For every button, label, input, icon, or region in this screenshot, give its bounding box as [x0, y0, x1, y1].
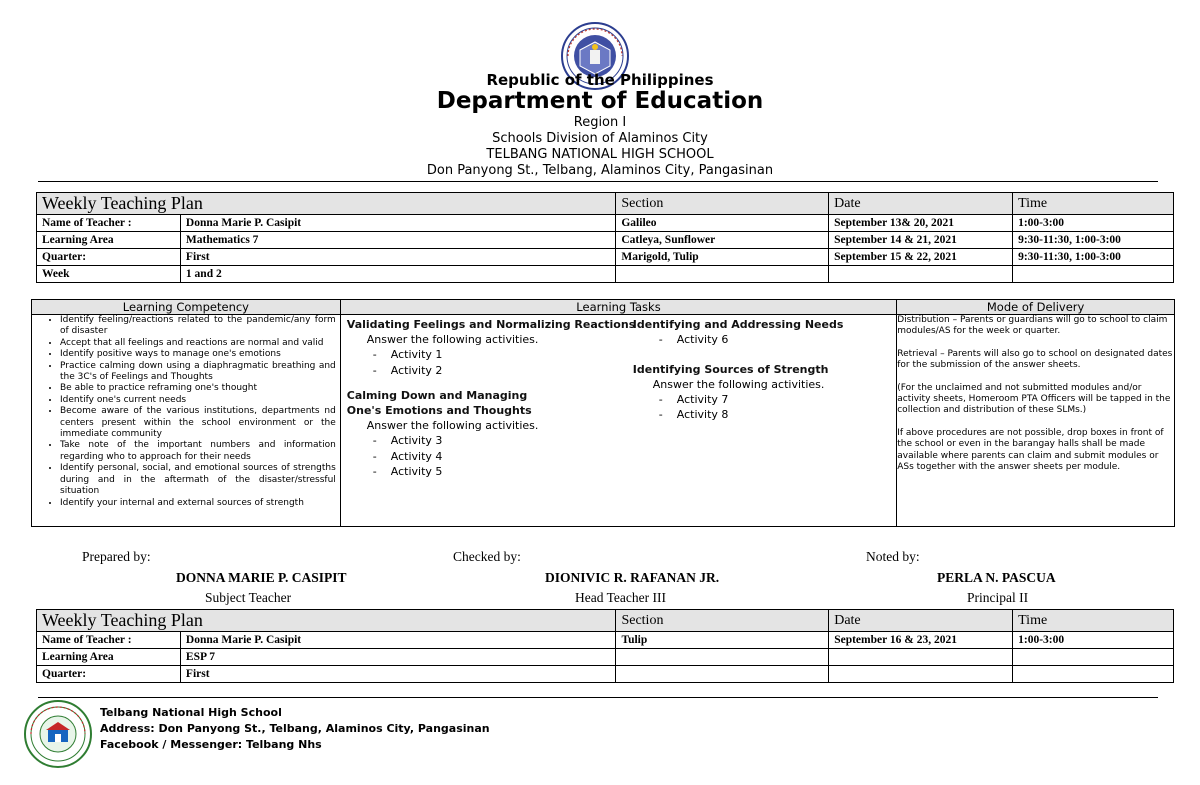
activity-item: - Activity 5 [372, 465, 443, 478]
task-title: Validating Feelings and Normalizing Reactions [346, 318, 636, 331]
list-item: • Identify your internal and external sources of strength [60, 498, 336, 509]
row-value: First [180, 249, 615, 266]
row-time: 9:30-11:30, 1:00-3:00 [1013, 232, 1174, 249]
row-section: Tulip [616, 632, 829, 649]
tasks-column-right [633, 317, 844, 423]
row-value: 1 and 2 [180, 266, 615, 283]
task-title: One's Emotions and Thoughts [346, 404, 532, 417]
header-school: TELBANG NATIONAL HIGH SCHOOL [486, 147, 714, 162]
row-section: Marigold, Tulip [616, 249, 829, 266]
plan-title: Weekly Teaching Plan [37, 193, 616, 215]
row-date: September 15 & 22, 2021 [829, 249, 1013, 266]
row-label: Week [37, 266, 181, 283]
header-address: Don Panyong St., Telbang, Alaminos City, Pangasinan [426, 163, 774, 178]
task-title: Identifying Sources of Strength [632, 362, 829, 376]
tasks-cell [340, 315, 896, 527]
task-instruction: Answer the following activities. [652, 377, 825, 391]
competency-cell [32, 315, 341, 527]
mode-header: Mode of Delivery [897, 300, 1175, 315]
plan-header-row [37, 610, 1174, 632]
row-value: Mathematics 7 [180, 232, 615, 249]
checked-name: DIONIVIC R. RAFANAN JR. [545, 570, 720, 585]
table-row [37, 632, 1174, 649]
row-label: Learning Area [37, 649, 181, 666]
weekly-plan-table-1 [36, 192, 1174, 283]
tasks-header: Learning Tasks [340, 300, 896, 315]
date-header: Date [829, 193, 1013, 215]
school-logo-icon [24, 700, 92, 768]
row-time [1013, 649, 1174, 666]
footer-divider [38, 697, 1158, 698]
row-section [616, 649, 829, 666]
row-date [829, 666, 1013, 683]
task-instruction: Answer the following activities. [366, 419, 539, 432]
row-section: Galileo [616, 215, 829, 232]
footer-school: Telbang National High School [100, 706, 282, 719]
list-item: • Accept that all feelings and reactions are normal and valid [60, 338, 336, 349]
list-item: • Identify personal, social, and emotional sources of strengths during and in the aftermath of the disaster/stressful situation [60, 463, 336, 497]
plan-header-row [37, 193, 1174, 215]
noted-name: PERLA N. PASCUA [937, 570, 1056, 585]
task-title: Identifying and Addressing Needs [632, 318, 844, 331]
mode-cell [897, 315, 1175, 527]
row-value: ESP 7 [180, 649, 616, 666]
row-date: September 14 & 21, 2021 [829, 232, 1013, 249]
learning-header-row [32, 300, 1175, 315]
activity-item: - Activity 2 [372, 363, 443, 377]
row-date: September 13& 20, 2021 [829, 215, 1013, 232]
noted-title: Principal II [967, 590, 1029, 605]
header-divider [38, 181, 1158, 182]
row-date [829, 649, 1013, 666]
header-division: Schools Division of Alaminos City [492, 131, 708, 146]
prepared-title: Subject Teacher [205, 590, 292, 605]
learning-table [31, 299, 1175, 527]
competency-header: Learning Competency [32, 300, 341, 315]
row-label: Quarter: [37, 249, 181, 266]
mode-paragraph: Distribution – Parents or guardians will go to school to claim modules/AS for the week or quarter. [897, 315, 1168, 337]
row-time: 9:30-11:30, 1:00-3:00 [1013, 249, 1174, 266]
row-time: 1:00-3:00 [1013, 632, 1174, 649]
table-row [37, 215, 1174, 232]
row-date [829, 266, 1013, 283]
header-department: Department of Education [436, 88, 764, 114]
row-value: First [180, 666, 616, 683]
plan-title: Weekly Teaching Plan [37, 610, 616, 632]
activity-item: - Activity 7 [658, 392, 729, 406]
list-item: • Identify one's current needs [60, 395, 336, 406]
mode-paragraph: If above procedures are not possible, drop boxes in front of the school or even in the barangay halls shall be made available where parents can claim and submit modules or ASs together with the answer sheets per module. [897, 427, 1164, 473]
checked-label: Checked by: [453, 549, 521, 564]
row-label: Name of Teacher : [37, 215, 181, 232]
footer-facebook: Facebook / Messenger: Telbang Nhs [100, 738, 322, 751]
date-header: Date [829, 610, 1013, 632]
row-section [616, 266, 829, 283]
list-item: • Become aware of the various institutions, departments nd centers present within the school environment or the immediate community [60, 406, 336, 440]
prepared-name: DONNA MARIE P. CASIPIT [176, 570, 347, 585]
time-header: Time [1013, 193, 1174, 215]
row-value: Donna Marie P. Casipit [180, 215, 615, 232]
task-title: Calming Down and Managing [346, 389, 528, 402]
table-row [37, 666, 1174, 683]
header-region: Region I [573, 115, 627, 130]
table-row [37, 232, 1174, 249]
activity-item: - Activity 1 [372, 348, 443, 361]
noted-label: Noted by: [866, 549, 920, 564]
row-section: Catleya, Sunflower [616, 232, 829, 249]
list-item: • Identify positive ways to manage one's emotions [60, 349, 336, 360]
time-header: Time [1013, 610, 1174, 632]
row-date: September 16 & 23, 2021 [829, 632, 1013, 649]
row-value: Donna Marie P. Casipit [180, 632, 616, 649]
list-item: • Practice calming down using a diaphragmatic breathing and the 3C's of Feelings and Thoughts [60, 361, 336, 384]
table-row [37, 249, 1174, 266]
row-label: Name of Teacher : [37, 632, 181, 649]
task-instruction: Answer the following activities. [366, 333, 539, 346]
table-row [37, 266, 1174, 283]
row-time [1013, 266, 1174, 283]
prepared-label: Prepared by: [82, 549, 151, 564]
list-item: • Be able to practice reframing one's thought [60, 383, 336, 394]
activity-item: - Activity 4 [372, 449, 443, 463]
competency-list [32, 315, 340, 509]
mode-paragraph: (For the unclaimed and not submitted modules and/or activity sheets, Homeroom PTA Officers will be tapped in the collection and distribution of these SLMs.) [897, 382, 1171, 416]
row-section [616, 666, 829, 683]
footer-address: Address: Don Panyong St., Telbang, Alaminos City, Pangasinan [100, 722, 490, 735]
activity-item: - Activity 3 [372, 434, 443, 447]
row-label: Learning Area [37, 232, 181, 249]
checked-title: Head Teacher III [575, 590, 666, 605]
weekly-plan-table-2 [36, 609, 1174, 683]
activity-item: - Activity 8 [658, 408, 729, 421]
section-header: Section [616, 610, 829, 632]
tasks-column-left [347, 317, 635, 480]
row-time: 1:00-3:00 [1013, 215, 1174, 232]
header-republic: Republic of the Philippines [486, 71, 714, 89]
learning-body-row [32, 315, 1175, 527]
table-row [37, 649, 1174, 666]
activity-item: - Activity 6 [658, 333, 729, 346]
list-item: • Identify feeling/reactions related to the pandemic/any form of disaster [60, 315, 336, 338]
section-header: Section [616, 193, 829, 215]
row-time [1013, 666, 1174, 683]
row-label: Quarter: [37, 666, 181, 683]
list-item: • Take note of the important numbers and information regarding who to approach for their needs [60, 440, 336, 463]
mode-paragraph: Retrieval – Parents will also go to school on designated dates for the submission of the answer sheets. [897, 348, 1173, 371]
